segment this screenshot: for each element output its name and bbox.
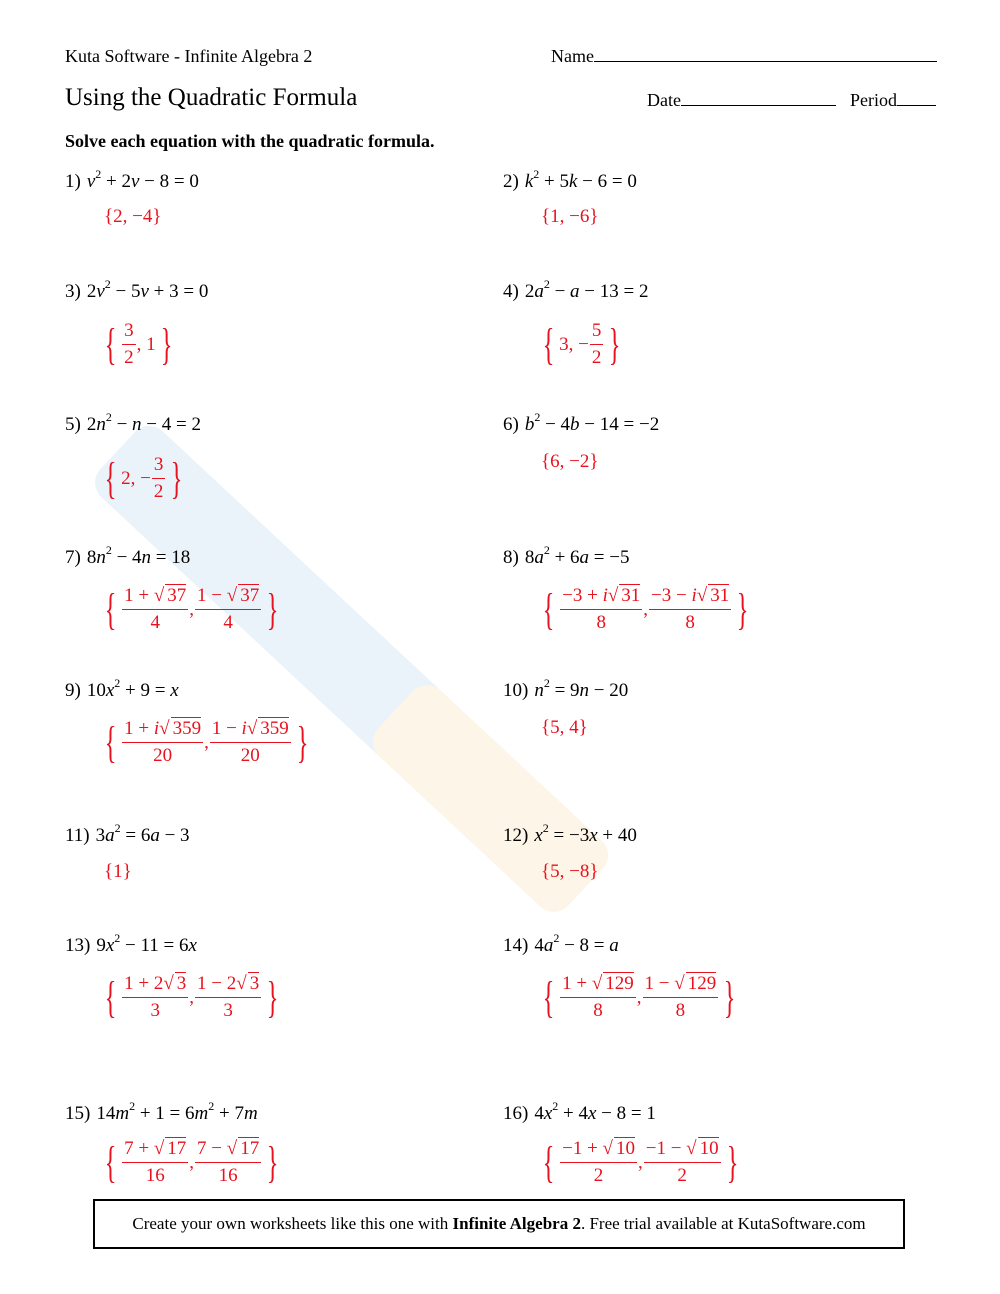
problem-7: 7) $8n^2 - 4n = 18$ [65, 542, 191, 568]
answer-15: { $\frac{7 + √ 17}{16}$ , $\frac{7 - √ 17}{16}$ } [104, 1137, 279, 1187]
date-label: Date [647, 90, 681, 110]
answer-5: { 2, − $\frac{3}{2}$ } [104, 453, 183, 503]
problem-9: 9) $10x^2 + 9 = x$ [65, 675, 179, 701]
answer-6: {6, −2} [541, 451, 599, 472]
answer-13: { $\frac{1 + 2√ 3}{3}$ , $\frac{1 - 2√ 3}{3}$ } [104, 972, 279, 1022]
period-field[interactable] [850, 90, 936, 111]
name-label: Name [551, 46, 594, 66]
problem-2: 2) $k^2 + 5k - 6 = 0$ [503, 166, 637, 192]
problem-5: 5) $2n^2 - n - 4 = 2$ [65, 409, 201, 435]
problem-13: 13) $9x^2 - 11 = 6x$ [65, 930, 197, 956]
problem-11: 11) $3a^2 = 6a - 3$ [65, 820, 190, 846]
answer-11: {1} [104, 861, 132, 882]
problem-16: 16) $4x^2 + 4x - 8 = 1$ [503, 1098, 656, 1124]
problem-15: 15) $14m^2 + 1 = 6m^2 + 7m$ [65, 1098, 258, 1124]
answer-10: {5, 4} [541, 717, 588, 738]
answer-2: {1, −6} [541, 206, 599, 227]
footer-banner [93, 1199, 905, 1249]
answer-16: { $\frac{-1 + √ 10}{2}$ , $\frac{-1 - √ 10}{2}$ } [542, 1137, 738, 1187]
name-field[interactable] [551, 46, 937, 67]
date-field[interactable] [647, 90, 836, 111]
footer-product: Infinite Algebra 2 [452, 1214, 581, 1233]
answer-8: { $\frac{-3 + i√ 31}{8}$ , $\frac{-3 - i√ 31}{8}$ } [542, 584, 749, 634]
answer-14: { $\frac{1 + √ 129}{8}$ , $\frac{1 - √ 129}{8}$ } [542, 972, 736, 1022]
instructions: Solve each equation with the quadratic formula. [65, 131, 435, 151]
answer-9: { $\frac{1 + i√ 359}{20}$ , $\frac{1 - i√ 359}{20}$ } [104, 717, 309, 767]
problem-4: 4) $2a^2 - a - 13 = 2$ [503, 276, 649, 302]
problem-6: 6) $b^2 - 4b - 14 = -2$ [503, 409, 660, 435]
period-label: Period [850, 90, 897, 110]
problem-14: 14) $4a^2 - 8 = a$ [503, 930, 619, 956]
answer-12: {5, −8} [541, 861, 599, 882]
problem-1: 1) $v^2 + 2v - 8 = 0$ [65, 166, 199, 192]
answer-7: { $\frac{1 + √ 37}{4}$ , $\frac{1 - √ 37}{4}$ } [104, 584, 279, 634]
problem-8: 8) $8a^2 + 6a = -5$ [503, 542, 630, 568]
footer-text: Create your own worksheets like this one with [132, 1214, 449, 1233]
problem-10: 10) $n^2 = 9n - 20$ [503, 675, 629, 701]
page-title: Using the Quadratic Formula [65, 84, 358, 111]
problem-12: 12) $x^2 = -3x + 40$ [503, 820, 637, 846]
problem-3: 3) $2v^2 - 5v + 3 = 0$ [65, 276, 209, 302]
footer-trial: . Free trial available at KutaSoftware.com [580, 1214, 866, 1233]
company-name: Kuta Software - Infinite Algebra 2 [65, 46, 313, 66]
answer-3: { $\frac{3}{2}$ , 1 } [104, 319, 172, 369]
answer-1: {2, −4} [104, 206, 162, 227]
answer-4: { 3, − $\frac{5}{2}$ } [542, 319, 621, 369]
